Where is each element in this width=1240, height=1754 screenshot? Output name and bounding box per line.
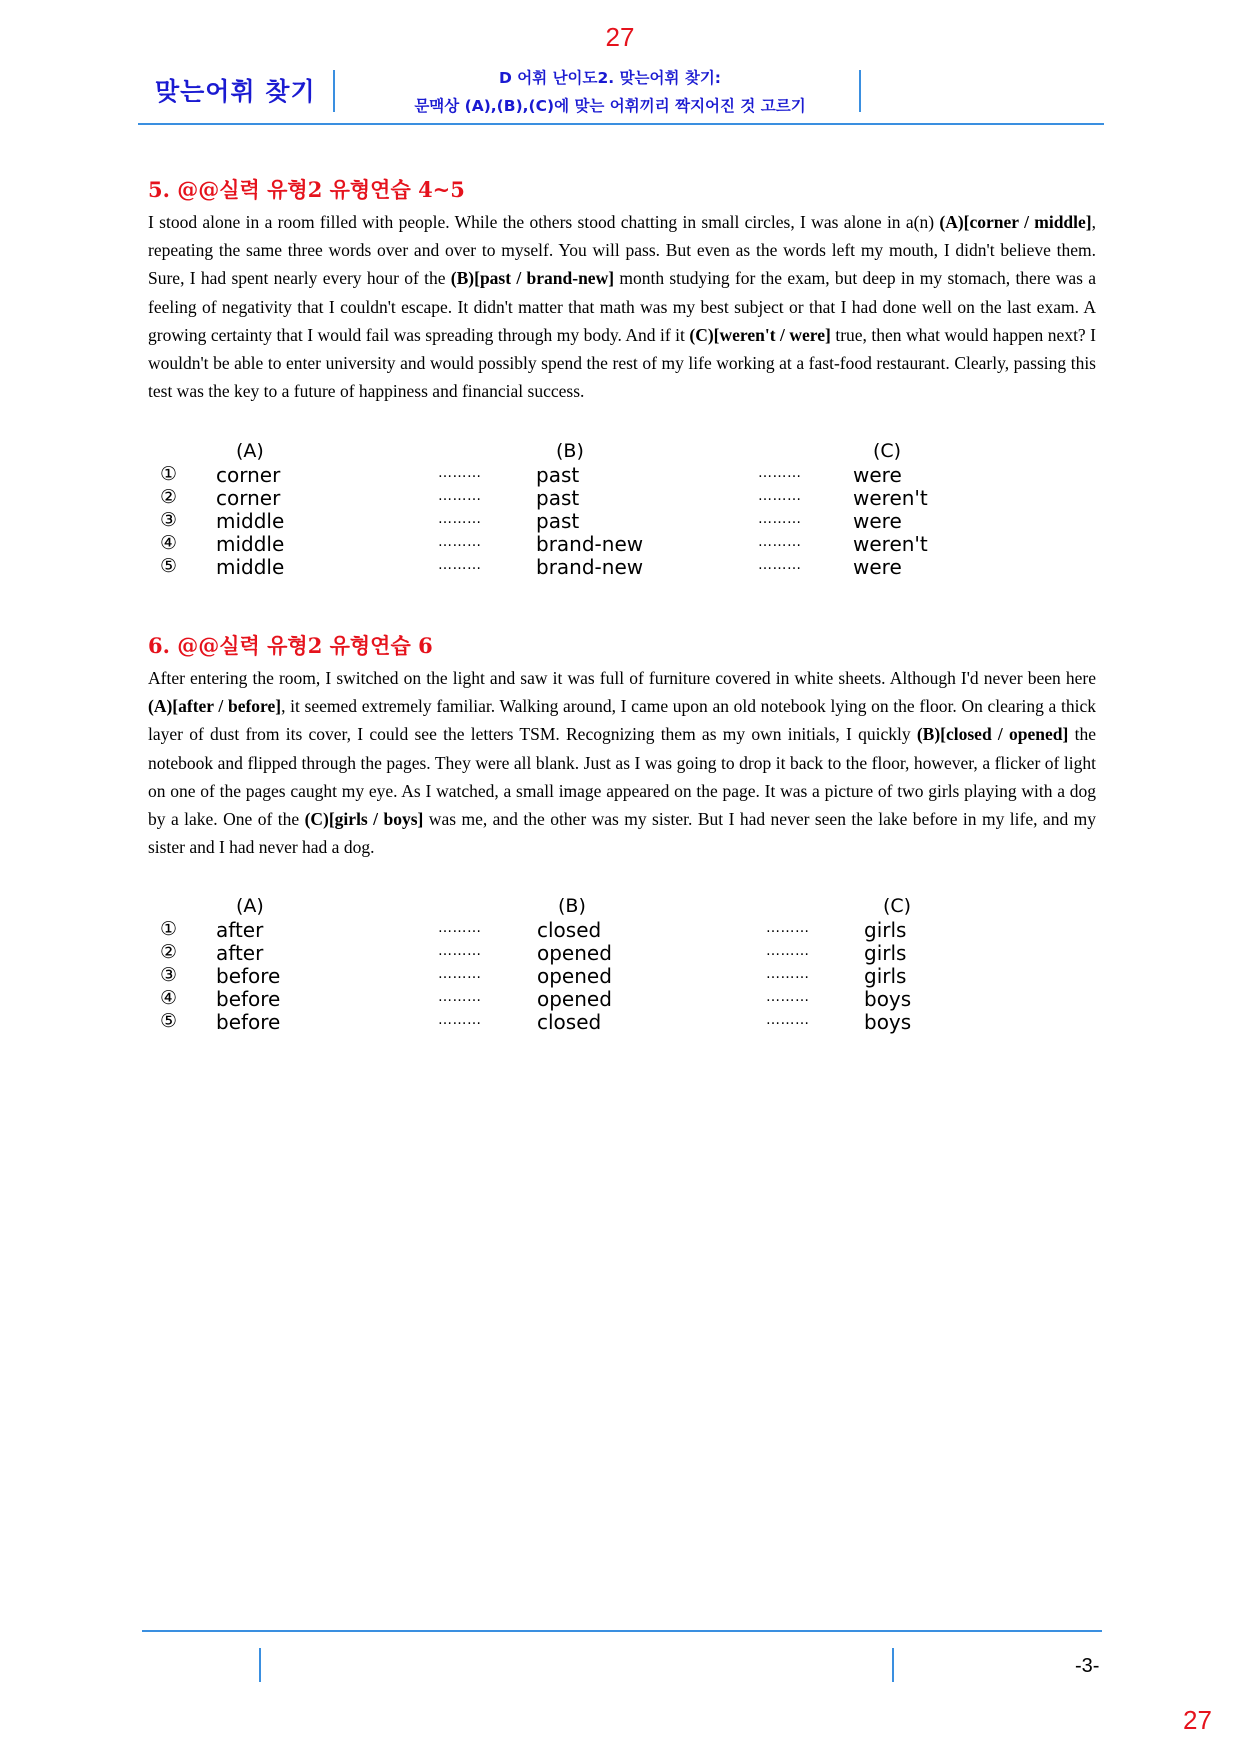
header-subtitle <box>340 64 880 120</box>
q6-option-1[interactable] <box>148 918 1096 941</box>
q6-text-3: the notebook and flipped through the pages. They were all blank. Just as I was going to drop it back to the floor, however, a flicker of light on one of the pages caught my eye. As I watched, a small image appeared on the page. It was a picture of two girls playing with a dog by a lake. One of the <box>148 724 1096 830</box>
leader-dots: ……… <box>438 557 482 573</box>
option-b: past <box>536 509 580 533</box>
q5-text-2: , repeating the same three words over and over to myself. You will pass. But even as the words left my mouth, I didn't believe them. Sure, I had spent nearly every hour of the <box>148 212 1096 289</box>
leader-dots: ……… <box>766 989 810 1005</box>
q5-text-1: I stood alone in a room filled with people. While the others stood chatting in small circles, I was alone in a(n) <box>148 212 940 232</box>
leader-dots: ……… <box>438 488 482 504</box>
leader-dots: ……… <box>758 534 802 550</box>
header-divider-right <box>859 70 861 112</box>
header-subtitle-line2: 문맥상 (A),(B),(C)에 맞는 어휘끼리 짝지어진 것 고르기 <box>414 97 806 115</box>
option-number: ② <box>160 941 178 963</box>
option-a: before <box>216 987 281 1011</box>
option-number: ③ <box>160 509 178 531</box>
option-b: opened <box>537 964 612 988</box>
q6-option-5[interactable] <box>148 1010 1096 1033</box>
footer-divider-left <box>259 1648 261 1682</box>
option-b: brand-new <box>536 532 644 556</box>
option-c: girls <box>864 918 907 942</box>
option-c: boys <box>864 1010 912 1034</box>
q5-header-c: (C) <box>873 440 902 462</box>
option-number: ⑤ <box>160 1010 178 1032</box>
q6-blank-a: (A)[after / before] <box>148 696 282 717</box>
option-b: opened <box>537 941 612 965</box>
option-b: closed <box>537 918 602 942</box>
option-a: middle <box>216 532 285 556</box>
option-number: ② <box>160 486 178 508</box>
q6-choice-headers <box>148 895 1096 918</box>
leader-dots: ……… <box>438 1012 482 1028</box>
q5-option-2[interactable] <box>148 486 1096 509</box>
q6-title: 6. @@실력 유형2 유형연습 6 <box>148 633 433 658</box>
leader-dots: ……… <box>766 920 810 936</box>
footer-divider-right <box>892 1648 894 1682</box>
option-number: ④ <box>160 532 178 554</box>
option-a: middle <box>216 555 285 579</box>
q6-text-2: , it seemed extremely familiar. Walking around, I came upon an old notebook lying on the floor. On clearing a thick layer of dust from its cover, I could see the letters TSM. Recognizing them as my own initials, I quickly <box>148 696 1096 745</box>
option-a: after <box>216 918 264 942</box>
leader-dots: ……… <box>438 966 482 982</box>
q5-blank-a: (A)[corner / middle] <box>939 212 1092 232</box>
leader-dots: ……… <box>758 557 802 573</box>
footer-rule <box>142 1630 1102 1632</box>
leader-dots: ……… <box>758 511 802 527</box>
q6-header-b: (B) <box>558 895 586 917</box>
leader-dots: ……… <box>758 465 802 481</box>
option-a: before <box>216 964 281 988</box>
q6-header-a: (A) <box>236 895 264 917</box>
q5-passage <box>148 208 1096 405</box>
option-c: weren't <box>853 486 928 510</box>
q5-choices <box>148 440 1096 579</box>
leader-dots: ……… <box>438 943 482 959</box>
q5-blank-b: (B)[past / brand-new] <box>450 268 615 289</box>
q6-option-3[interactable] <box>148 964 1096 987</box>
q5-choice-headers <box>148 440 1096 463</box>
q5-blank-c: (C)[weren't / were] <box>689 324 831 345</box>
option-c: were <box>853 463 902 487</box>
option-b: past <box>536 463 580 487</box>
q6-text-1: After entering the room, I switched on the light and saw it was full of furniture covered in white sheets. Although I'd never been here <box>148 668 1096 688</box>
leader-dots: ……… <box>766 943 810 959</box>
q5-text-4: true, then what would happen next? I wouldn't be able to enter university and would possibly spend the rest of my life working at a fast-food restaurant. Clearly, passing this test was the key to a future of happiness and financial success. <box>148 324 1097 402</box>
option-a: after <box>216 941 264 965</box>
leader-dots: ……… <box>766 966 810 982</box>
leader-dots: ……… <box>438 465 482 481</box>
option-number: ⑤ <box>160 555 178 577</box>
option-a: corner <box>216 463 281 487</box>
option-c: weren't <box>853 532 928 556</box>
header-title: 맞는어휘 찾기 <box>155 77 316 106</box>
header-subtitle-line1: D 어휘 난이도2. 맞는어휘 찾기: <box>498 69 722 87</box>
q6-option-4[interactable] <box>148 987 1096 1010</box>
q5-option-4[interactable] <box>148 532 1096 555</box>
header-divider-left <box>333 70 335 112</box>
option-number: ④ <box>160 987 178 1009</box>
q6-option-2[interactable] <box>148 941 1096 964</box>
leader-dots: ……… <box>438 989 482 1005</box>
option-a: corner <box>216 486 281 510</box>
q6-header-c: (C) <box>883 895 912 917</box>
page-number-bottom: 27 <box>1183 1705 1212 1735</box>
footer-page-label: -3- <box>1075 1655 1100 1677</box>
option-c: girls <box>864 941 907 965</box>
option-number: ① <box>160 918 178 940</box>
q5-text-3: month studying for the exam, but deep in my stomach, there was a feeling of negativity that I couldn't escape. It didn't matter that math was my best subject or that I had done well on the last exam. A growing certainty that I would fail was spreading through my body. And if it <box>148 268 1097 345</box>
option-a: middle <box>216 509 285 533</box>
option-c: were <box>853 509 902 533</box>
q5-header-a: (A) <box>236 440 264 462</box>
leader-dots: ……… <box>438 920 482 936</box>
option-number: ③ <box>160 964 178 986</box>
option-b: brand-new <box>536 555 644 579</box>
option-b: opened <box>537 987 612 1011</box>
q5-option-3[interactable] <box>148 509 1096 532</box>
leader-dots: ……… <box>758 488 802 504</box>
q6-text-4: was me, and the other was my sister. But I had never seen the lake before in my life, and my sister and I had never had a dog. <box>148 809 1096 858</box>
option-b: past <box>536 486 580 510</box>
leader-dots: ……… <box>766 1012 810 1028</box>
q6-choices <box>148 895 1096 1034</box>
q5-title: 5. @@실력 유형2 유형연습 4~5 <box>148 177 465 202</box>
q5-header-b: (B) <box>556 440 584 462</box>
option-a: before <box>216 1010 281 1034</box>
q5-option-1[interactable] <box>148 463 1096 486</box>
q5-option-5[interactable] <box>148 555 1096 578</box>
option-b: closed <box>537 1010 602 1034</box>
page-number-top: 27 <box>605 22 635 52</box>
q6-blank-c: (C)[girls / boys] <box>304 809 424 830</box>
option-c: boys <box>864 987 912 1011</box>
option-c: girls <box>864 964 907 988</box>
leader-dots: ……… <box>438 534 482 550</box>
header-rule <box>138 123 1104 125</box>
option-c: were <box>853 555 902 579</box>
option-number: ① <box>160 463 178 485</box>
q6-passage <box>148 664 1096 861</box>
q6-blank-b: (B)[closed / opened] <box>916 724 1069 745</box>
leader-dots: ……… <box>438 511 482 527</box>
